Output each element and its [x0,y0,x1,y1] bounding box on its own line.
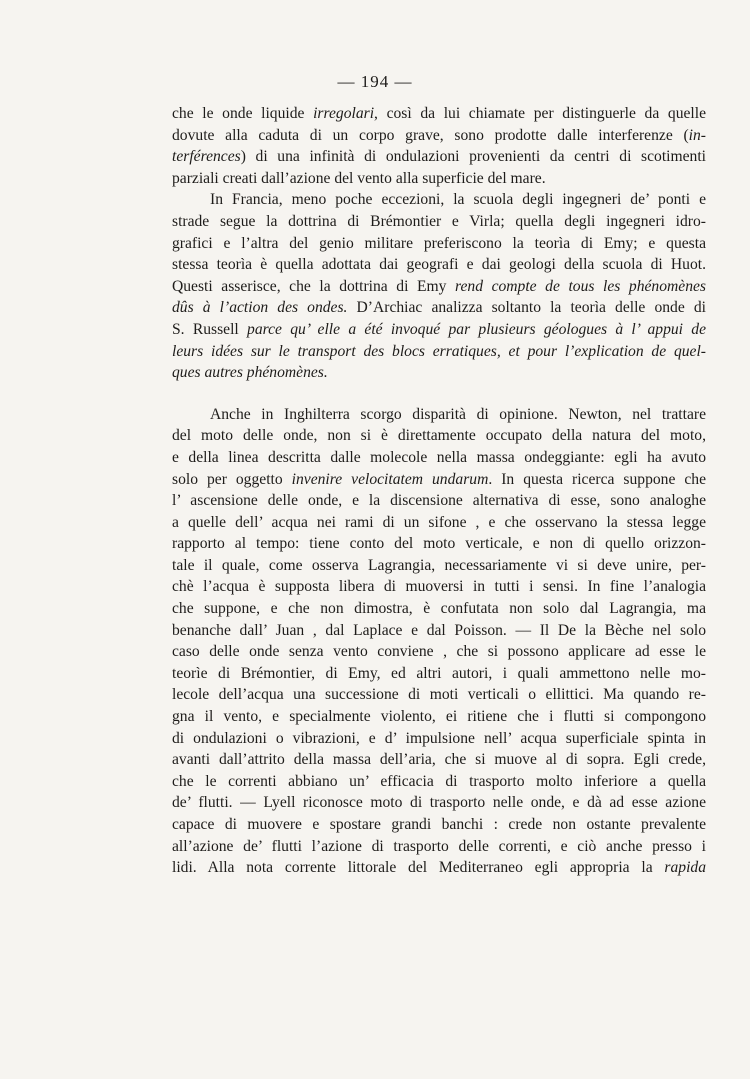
text-line [172,254,706,276]
text-run: e della linea descritta dalle molecole nella massa ondeggiante: egli ha avuto [172,448,706,466]
text-run: parziali creati dall’azione del vento alla superficie del mare. [172,169,546,187]
text-run: Questi asserisce, che la dottrina di Emy [172,277,455,295]
text-line [172,771,706,793]
italic-text: invenire velocitatem undarum [291,470,489,488]
text-line [172,189,706,211]
text-run: . In questa ricerca suppone che [488,470,707,488]
text-line [172,211,706,233]
text-run: capace di muovere e spostare grandi banchi : crede non ostante prevalente [172,816,706,833]
text-line [172,404,706,426]
italic-text: rend compte de tous les phénomènes [455,277,706,295]
text-run: avanti dall’attrito della massa dell’aria, che si muove al di sopra. Egli crede, [172,751,706,769]
text-run: stessa teorìa è quella adottata dai geografi e dai geologi della scuola di Huot. [172,256,706,274]
text-line [172,663,706,685]
text-run: strade segue la dottrina di Brémontier e Virla; quella degli ingegneri idro- [172,212,706,230]
text-run: de’ flutti. — Lyell riconosce moto di trasporto nelle onde, e dà ad esse azione [172,794,706,812]
italic-text: irregolari [313,105,375,122]
text-run: Anche in Inghilterra scorgo disparità di opinione. Newton, nel trattare [210,405,706,423]
text-run: benanche dall’ Juan , dal Laplace e dal Poisson. — Il De la Bèche nel solo [172,621,706,639]
text-line [172,233,706,255]
text-run: del moto delle onde, non si è direttamente occupato della natura del moto, [172,427,706,445]
text-run: ) di una infinità di ondulazioni provenienti da centri di scotimenti [240,148,706,166]
text-run: lecole dell’acqua una successione di moti verticali o ellittici. Ma quando re- [172,686,706,704]
text-line [172,728,706,750]
page-number: — 194 — [337,72,413,91]
text-line [172,598,706,620]
text-line [172,146,706,168]
text-line [172,103,706,125]
text-run: grafici e l’altra del genio militare preferiscono la teorìa di Emy; e questa [172,234,706,252]
text-run: all’azione de’ flutti l’azione di trasporto delle correnti, e ciò anche presso i [172,837,706,855]
text-line [172,319,706,341]
text-line [172,362,706,384]
text-line [172,555,706,577]
text-run: , così da lui chiamate per distinguerle da quelle [374,105,707,122]
paragraph [172,189,706,383]
text-run: S. Russell [172,320,248,338]
text-line [172,512,706,534]
text-line [172,490,706,512]
italic-text: parce qu’ elle a été invoqué par plusieurs géologues à l’ appui de [247,320,706,338]
text-run: caso delle onde senza vento conviene , che si possono applicare ad esse le [172,643,706,661]
text-line [172,447,706,469]
text-run: In Francia, meno poche eccezioni, la scuola degli ingegneri de’ ponti e [210,191,706,209]
text-run: chè l’acqua è supposta libera di muoversi in tutti i sensi. In fine l’analogia [172,578,706,596]
text-run: solo per oggetto [172,470,292,488]
text-run: di ondulazioni o vibrazioni, e d’ impulsione nell’ acqua superficiale spinta in [172,729,706,747]
text-run: dovute alla caduta di un corpo grave, sono prodotte dalle interferenze ( [172,126,689,144]
italic-text: rapida [664,859,706,877]
text-run: D’Archiac analizza soltanto la teorìa delle onde di [347,299,706,317]
text-run: che suppone, e che non dimostra, è confutata non solo dal Lagrangia, ma [172,600,706,618]
text-run: che le onde liquide [172,105,314,122]
italic-text: terférences [172,148,241,166]
text-run: a quelle dell’ acqua nei rami di un sifone , e che osservano la stessa legge [172,513,706,531]
text-run: gna il vento, e specialmente violento, ei ritiene che i flutti si compongono [172,708,706,726]
text-line [172,125,706,147]
italic-text: in- [688,126,706,144]
text-line [172,749,706,771]
body-text [172,103,706,879]
text-line [172,341,706,363]
text-line [172,857,706,879]
text-line [172,706,706,728]
text-line [172,684,706,706]
text-line [172,297,706,319]
text-line [172,792,706,814]
text-line [172,620,706,642]
text-line [172,836,706,858]
text-run: rapporto al tempo: tiene conto del moto verticale, e non di quello orizzon- [172,535,706,553]
text-run: che le correnti abbiano un’ efficacia di trasporto molto inferiore a quella [172,772,706,790]
text-line [172,168,706,190]
text-line [172,641,706,663]
italic-text: dûs à l’action des ondes. [172,299,348,317]
text-run: l’ ascensione delle onde, e la discensione alternativa di esse, sono analoghe [172,492,706,510]
italic-text: leurs idées sur le transport des blocs erratiques, et pour l’explication de quel- [172,342,706,360]
text-run: lidi. Alla nota corrente littorale del Mediterraneo egli appropria la [172,859,665,877]
text-line [172,533,706,555]
text-run: tale il quale, come osserva Lagrangia, necessariamente vi si deve unire, per- [172,556,706,574]
text-line [172,425,706,447]
text-line [172,469,706,491]
italic-text: ques autres phénomènes. [172,364,328,382]
text-run: teorìe di Brémontier, di Emy, ed altri autori, i quali ammettono nelle mo- [172,664,706,682]
paragraph [172,404,706,879]
paragraph-gap [172,384,706,404]
text-line [172,276,706,298]
text-line [172,814,706,836]
paragraph [172,103,706,189]
text-line [172,576,706,598]
